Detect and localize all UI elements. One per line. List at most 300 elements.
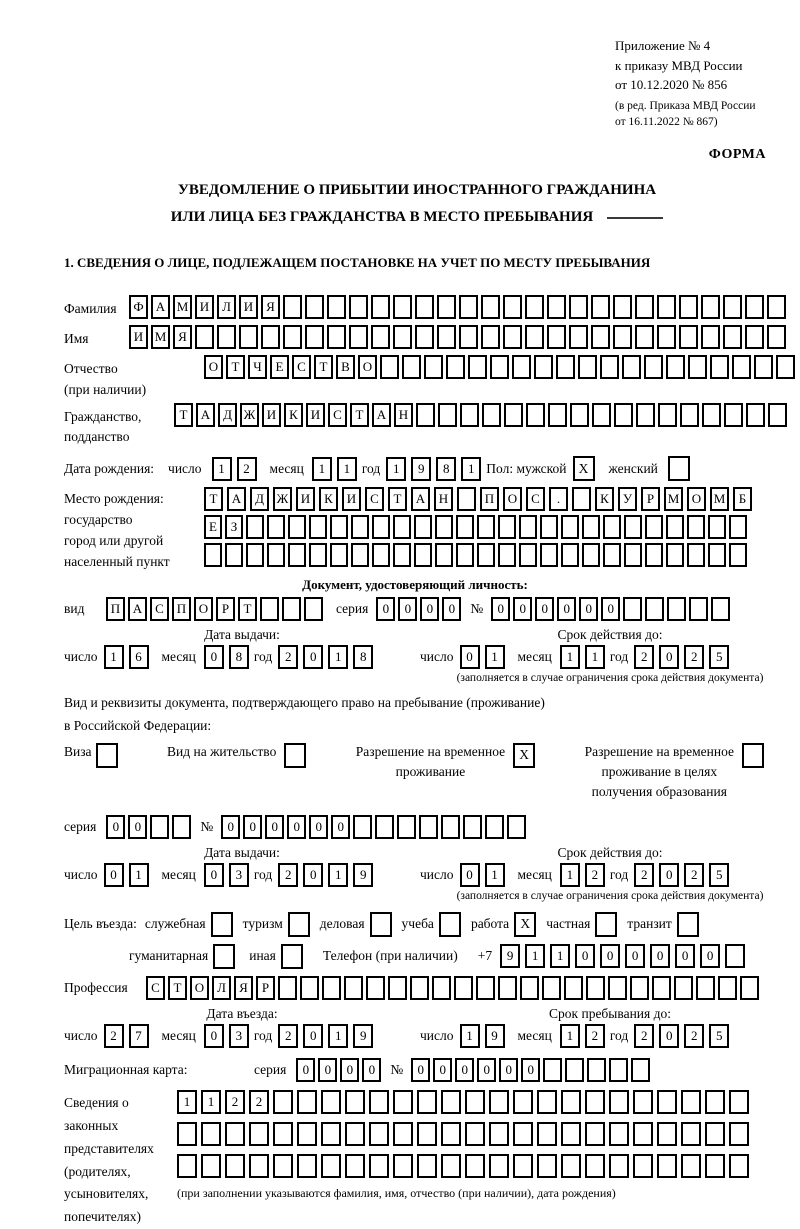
form-cell[interactable]: 1 [560,1024,580,1048]
form-cell[interactable] [537,1090,557,1114]
form-cell[interactable]: 0 [513,597,532,621]
form-cell[interactable] [746,403,765,427]
form-cell[interactable] [465,1090,485,1114]
form-cell[interactable] [415,295,434,319]
form-cell[interactable] [635,295,654,319]
form-cell[interactable] [438,403,457,427]
form-cell[interactable] [565,1058,584,1082]
form-cell[interactable] [525,325,544,349]
form-cell[interactable]: 0 [204,1024,224,1048]
form-cell[interactable] [372,543,390,567]
form-cell[interactable] [609,1154,629,1178]
form-cell[interactable] [503,325,522,349]
form-cell[interactable]: 1 [328,863,348,887]
temp-residence-checkbox[interactable]: X [513,743,535,768]
form-cell[interactable]: Д [218,403,237,427]
form-cell[interactable]: 0 [650,944,670,968]
form-cell[interactable] [327,325,346,349]
gender-female-checkbox[interactable] [668,456,690,481]
form-cell[interactable] [525,295,544,319]
form-cell[interactable] [441,1122,461,1146]
form-cell[interactable] [481,325,500,349]
form-cell[interactable]: 0 [376,597,395,621]
form-cell[interactable] [217,325,236,349]
form-cell[interactable] [456,515,474,539]
form-cell[interactable] [489,1154,509,1178]
form-cell[interactable] [321,1122,341,1146]
form-cell[interactable] [578,355,597,379]
form-cell[interactable] [393,325,412,349]
form-cell[interactable] [465,1122,485,1146]
form-cell[interactable] [745,295,764,319]
form-cell[interactable] [635,325,654,349]
form-cell[interactable]: 2 [634,645,654,669]
form-cell[interactable] [177,1154,197,1178]
form-cell[interactable] [498,515,516,539]
form-cell[interactable] [652,976,671,1000]
form-cell[interactable] [729,515,747,539]
form-cell[interactable]: В [336,355,355,379]
form-cell[interactable] [609,1058,628,1082]
form-cell[interactable] [519,543,537,567]
form-cell[interactable]: Т [204,487,223,511]
form-cell[interactable] [681,1154,701,1178]
form-cell[interactable] [696,976,715,1000]
form-cell[interactable] [679,295,698,319]
form-cell[interactable] [201,1154,221,1178]
form-cell[interactable]: П [106,597,125,621]
form-cell[interactable]: 2 [684,863,704,887]
form-cell[interactable] [681,1122,701,1146]
form-cell[interactable] [745,325,764,349]
form-cell[interactable] [645,597,664,621]
form-cell[interactable] [667,597,686,621]
form-cell[interactable] [708,515,726,539]
form-cell[interactable] [630,976,649,1000]
form-cell[interactable] [283,325,302,349]
form-cell[interactable] [278,976,297,1000]
form-cell[interactable] [729,1090,749,1114]
form-cell[interactable] [542,976,561,1000]
form-cell[interactable]: 2 [278,1024,298,1048]
form-cell[interactable] [485,815,504,839]
form-cell[interactable] [441,1090,461,1114]
form-cell[interactable] [282,597,301,621]
form-cell[interactable]: 3 [229,1024,249,1048]
form-cell[interactable] [681,1090,701,1114]
form-cell[interactable] [537,1122,557,1146]
purpose-tourism-checkbox[interactable] [288,912,310,937]
form-cell[interactable] [591,325,610,349]
form-cell[interactable]: 0 [433,1058,452,1082]
form-cell[interactable] [372,515,390,539]
form-cell[interactable] [457,487,476,511]
form-cell[interactable] [585,1154,605,1178]
form-cell[interactable]: 0 [600,944,620,968]
form-cell[interactable]: 0 [106,815,125,839]
form-cell[interactable] [454,976,473,1000]
form-cell[interactable]: 3 [229,863,249,887]
form-cell[interactable]: 7 [129,1024,149,1048]
form-cell[interactable]: 0 [340,1058,359,1082]
form-cell[interactable]: П [172,597,191,621]
form-cell[interactable]: Я [173,325,192,349]
form-cell[interactable]: 0 [442,597,461,621]
form-cell[interactable] [437,325,456,349]
form-cell[interactable]: К [284,403,303,427]
form-cell[interactable] [526,403,545,427]
form-cell[interactable] [658,403,677,427]
form-cell[interactable] [416,403,435,427]
form-cell[interactable] [305,325,324,349]
form-cell[interactable] [283,295,302,319]
form-cell[interactable] [345,1154,365,1178]
form-cell[interactable] [477,515,495,539]
form-cell[interactable] [657,1090,677,1114]
form-cell[interactable] [534,355,553,379]
form-cell[interactable] [520,976,539,1000]
form-cell[interactable] [273,1090,293,1114]
form-cell[interactable] [519,515,537,539]
form-cell[interactable]: 1 [177,1090,197,1114]
form-cell[interactable] [591,295,610,319]
form-cell[interactable]: 2 [278,645,298,669]
form-cell[interactable] [592,403,611,427]
form-cell[interactable] [582,515,600,539]
form-cell[interactable] [417,1154,437,1178]
form-cell[interactable] [603,515,621,539]
form-cell[interactable] [297,1122,317,1146]
form-cell[interactable] [414,515,432,539]
form-cell[interactable] [432,976,451,1000]
form-cell[interactable] [513,1122,533,1146]
form-cell[interactable] [503,295,522,319]
form-cell[interactable] [657,1154,677,1178]
purpose-business-checkbox[interactable] [211,912,233,937]
form-cell[interactable] [489,1122,509,1146]
form-cell[interactable] [273,1154,293,1178]
form-cell[interactable] [419,815,438,839]
form-cell[interactable]: 0 [265,815,284,839]
form-cell[interactable] [507,815,526,839]
form-cell[interactable]: С [146,976,165,1000]
form-cell[interactable] [718,976,737,1000]
form-cell[interactable] [504,403,523,427]
form-cell[interactable]: 9 [353,863,373,887]
form-cell[interactable]: 0 [362,1058,381,1082]
form-cell[interactable] [369,1090,389,1114]
form-cell[interactable]: 0 [243,815,262,839]
form-cell[interactable]: 0 [460,645,480,669]
form-cell[interactable]: Р [641,487,660,511]
form-cell[interactable] [702,403,721,427]
form-cell[interactable]: 0 [700,944,720,968]
form-cell[interactable]: 0 [659,1024,679,1048]
form-cell[interactable] [561,515,579,539]
residence-permit-checkbox[interactable] [284,743,306,768]
purpose-commercial-checkbox[interactable] [370,912,392,937]
purpose-humanitarian-checkbox[interactable] [213,944,235,969]
visa-checkbox[interactable] [96,743,118,768]
form-cell[interactable]: 2 [225,1090,245,1114]
form-cell[interactable]: 0 [104,863,124,887]
form-cell[interactable] [344,976,363,1000]
form-cell[interactable] [547,295,566,319]
form-cell[interactable] [388,976,407,1000]
form-cell[interactable]: 0 [625,944,645,968]
form-cell[interactable] [587,1058,606,1082]
form-cell[interactable] [666,543,684,567]
form-cell[interactable] [561,1122,581,1146]
form-cell[interactable] [613,295,632,319]
form-cell[interactable]: 0 [499,1058,518,1082]
form-cell[interactable] [689,597,708,621]
form-cell[interactable]: 1 [485,645,505,669]
form-cell[interactable] [267,543,285,567]
form-cell[interactable] [537,1154,557,1178]
form-cell[interactable]: 1 [485,863,505,887]
form-cell[interactable] [249,1122,269,1146]
form-cell[interactable]: Ж [240,403,259,427]
form-cell[interactable]: Т [226,355,245,379]
form-cell[interactable]: 8 [436,457,456,481]
form-cell[interactable] [402,355,421,379]
form-cell[interactable]: О [687,487,706,511]
form-cell[interactable]: 2 [237,457,257,481]
form-cell[interactable]: 2 [104,1024,124,1048]
form-cell[interactable] [267,515,285,539]
form-cell[interactable]: 0 [675,944,695,968]
form-cell[interactable] [710,355,729,379]
form-cell[interactable] [489,1090,509,1114]
form-cell[interactable] [614,403,633,427]
form-cell[interactable]: А [196,403,215,427]
form-cell[interactable] [410,976,429,1000]
form-cell[interactable] [633,1090,653,1114]
form-cell[interactable]: Л [212,976,231,1000]
form-cell[interactable] [624,543,642,567]
form-cell[interactable]: Н [434,487,453,511]
form-cell[interactable] [633,1154,653,1178]
form-cell[interactable] [371,295,390,319]
form-cell[interactable] [441,815,460,839]
form-cell[interactable] [463,815,482,839]
form-cell[interactable]: 1 [312,457,332,481]
form-cell[interactable]: И [296,487,315,511]
form-cell[interactable] [645,515,663,539]
form-cell[interactable]: 1 [550,944,570,968]
form-cell[interactable]: Т [174,403,193,427]
form-cell[interactable] [204,543,222,567]
form-cell[interactable] [705,1154,725,1178]
form-cell[interactable]: 1 [525,944,545,968]
form-cell[interactable] [705,1122,725,1146]
form-cell[interactable]: Т [238,597,257,621]
form-cell[interactable]: 0 [204,645,224,669]
form-cell[interactable] [415,325,434,349]
form-cell[interactable] [548,403,567,427]
form-cell[interactable] [414,543,432,567]
form-cell[interactable]: 0 [420,597,439,621]
form-cell[interactable] [437,295,456,319]
form-cell[interactable] [688,355,707,379]
form-cell[interactable] [569,325,588,349]
form-cell[interactable] [351,515,369,539]
form-cell[interactable]: 0 [659,645,679,669]
form-cell[interactable] [512,355,531,379]
form-cell[interactable] [150,815,169,839]
form-cell[interactable]: 1 [201,1090,221,1114]
form-cell[interactable] [441,1154,461,1178]
form-cell[interactable]: 1 [386,457,406,481]
form-cell[interactable]: Е [270,355,289,379]
form-cell[interactable] [657,295,676,319]
form-cell[interactable]: 1 [212,457,232,481]
form-cell[interactable]: И [262,403,281,427]
form-cell[interactable] [768,403,787,427]
form-cell[interactable] [708,543,726,567]
form-cell[interactable]: Л [217,295,236,319]
form-cell[interactable]: 0 [411,1058,430,1082]
form-cell[interactable] [609,1090,629,1114]
form-cell[interactable]: 1 [585,645,605,669]
form-cell[interactable] [345,1122,365,1146]
form-cell[interactable]: 0 [318,1058,337,1082]
form-cell[interactable] [622,355,641,379]
form-cell[interactable] [582,543,600,567]
form-cell[interactable]: 8 [229,645,249,669]
form-cell[interactable] [729,543,747,567]
form-cell[interactable] [309,543,327,567]
form-cell[interactable] [767,325,786,349]
form-cell[interactable]: 0 [601,597,620,621]
form-cell[interactable]: 2 [585,1024,605,1048]
form-cell[interactable] [547,325,566,349]
form-cell[interactable]: И [239,295,258,319]
purpose-study-checkbox[interactable] [439,912,461,937]
form-cell[interactable]: Д [250,487,269,511]
form-cell[interactable]: М [664,487,683,511]
form-cell[interactable]: Т [314,355,333,379]
form-cell[interactable]: 0 [309,815,328,839]
form-cell[interactable]: К [595,487,614,511]
form-cell[interactable] [417,1090,437,1114]
form-cell[interactable]: 0 [221,815,240,839]
form-cell[interactable] [305,295,324,319]
form-cell[interactable]: С [526,487,545,511]
purpose-private-checkbox[interactable] [595,912,617,937]
form-cell[interactable]: 0 [460,863,480,887]
form-cell[interactable]: Н [394,403,413,427]
form-cell[interactable]: 0 [575,944,595,968]
form-cell[interactable] [556,355,575,379]
form-cell[interactable]: П [480,487,499,511]
form-cell[interactable] [225,543,243,567]
gender-male-checkbox[interactable]: X [573,456,595,481]
form-cell[interactable]: И [129,325,148,349]
form-cell[interactable]: 1 [560,645,580,669]
form-cell[interactable]: 0 [128,815,147,839]
form-cell[interactable] [371,325,390,349]
form-cell[interactable]: 9 [353,1024,373,1048]
form-cell[interactable]: А [227,487,246,511]
form-cell[interactable]: С [292,355,311,379]
form-cell[interactable] [177,1122,197,1146]
form-cell[interactable] [459,325,478,349]
form-cell[interactable] [600,355,619,379]
form-cell[interactable] [564,976,583,1000]
form-cell[interactable] [490,355,509,379]
form-cell[interactable]: И [306,403,325,427]
form-cell[interactable] [249,1154,269,1178]
purpose-other-checkbox[interactable] [281,944,303,969]
form-cell[interactable] [195,325,214,349]
form-cell[interactable] [246,515,264,539]
form-cell[interactable]: А [411,487,430,511]
form-cell[interactable]: 1 [129,863,149,887]
temp-residence-edu-checkbox[interactable] [742,743,764,768]
form-cell[interactable]: Ф [129,295,148,319]
form-cell[interactable] [666,355,685,379]
purpose-work-checkbox[interactable]: X [514,912,536,937]
form-cell[interactable]: 2 [634,863,654,887]
form-cell[interactable] [482,403,501,427]
form-cell[interactable] [561,1090,581,1114]
form-cell[interactable] [330,543,348,567]
form-cell[interactable]: Т [350,403,369,427]
form-cell[interactable] [353,815,372,839]
form-cell[interactable]: 0 [303,1024,323,1048]
form-cell[interactable] [498,976,517,1000]
form-cell[interactable]: 0 [455,1058,474,1082]
form-cell[interactable]: 0 [303,645,323,669]
form-cell[interactable] [225,1122,245,1146]
form-cell[interactable] [705,1090,725,1114]
form-cell[interactable]: О [204,355,223,379]
form-cell[interactable] [239,325,258,349]
form-cell[interactable]: 0 [557,597,576,621]
form-cell[interactable] [725,944,745,968]
form-cell[interactable] [603,543,621,567]
form-cell[interactable] [380,355,399,379]
form-cell[interactable] [417,1122,437,1146]
form-cell[interactable]: С [150,597,169,621]
form-cell[interactable] [740,976,759,1000]
form-cell[interactable] [701,325,720,349]
form-cell[interactable]: М [151,325,170,349]
form-cell[interactable] [711,597,730,621]
form-cell[interactable] [687,543,705,567]
form-cell[interactable] [393,1090,413,1114]
form-cell[interactable]: 5 [709,863,729,887]
form-cell[interactable] [446,355,465,379]
form-cell[interactable]: 0 [477,1058,496,1082]
form-cell[interactable] [322,976,341,1000]
form-cell[interactable] [657,1122,677,1146]
form-cell[interactable] [624,515,642,539]
form-cell[interactable]: 1 [328,1024,348,1048]
form-cell[interactable]: О [194,597,213,621]
form-cell[interactable] [375,815,394,839]
form-cell[interactable]: 0 [579,597,598,621]
form-cell[interactable] [172,815,191,839]
form-cell[interactable] [435,515,453,539]
form-cell[interactable]: 6 [129,645,149,669]
form-cell[interactable] [393,515,411,539]
form-cell[interactable] [366,976,385,1000]
form-cell[interactable] [674,976,693,1000]
form-cell[interactable] [369,1122,389,1146]
